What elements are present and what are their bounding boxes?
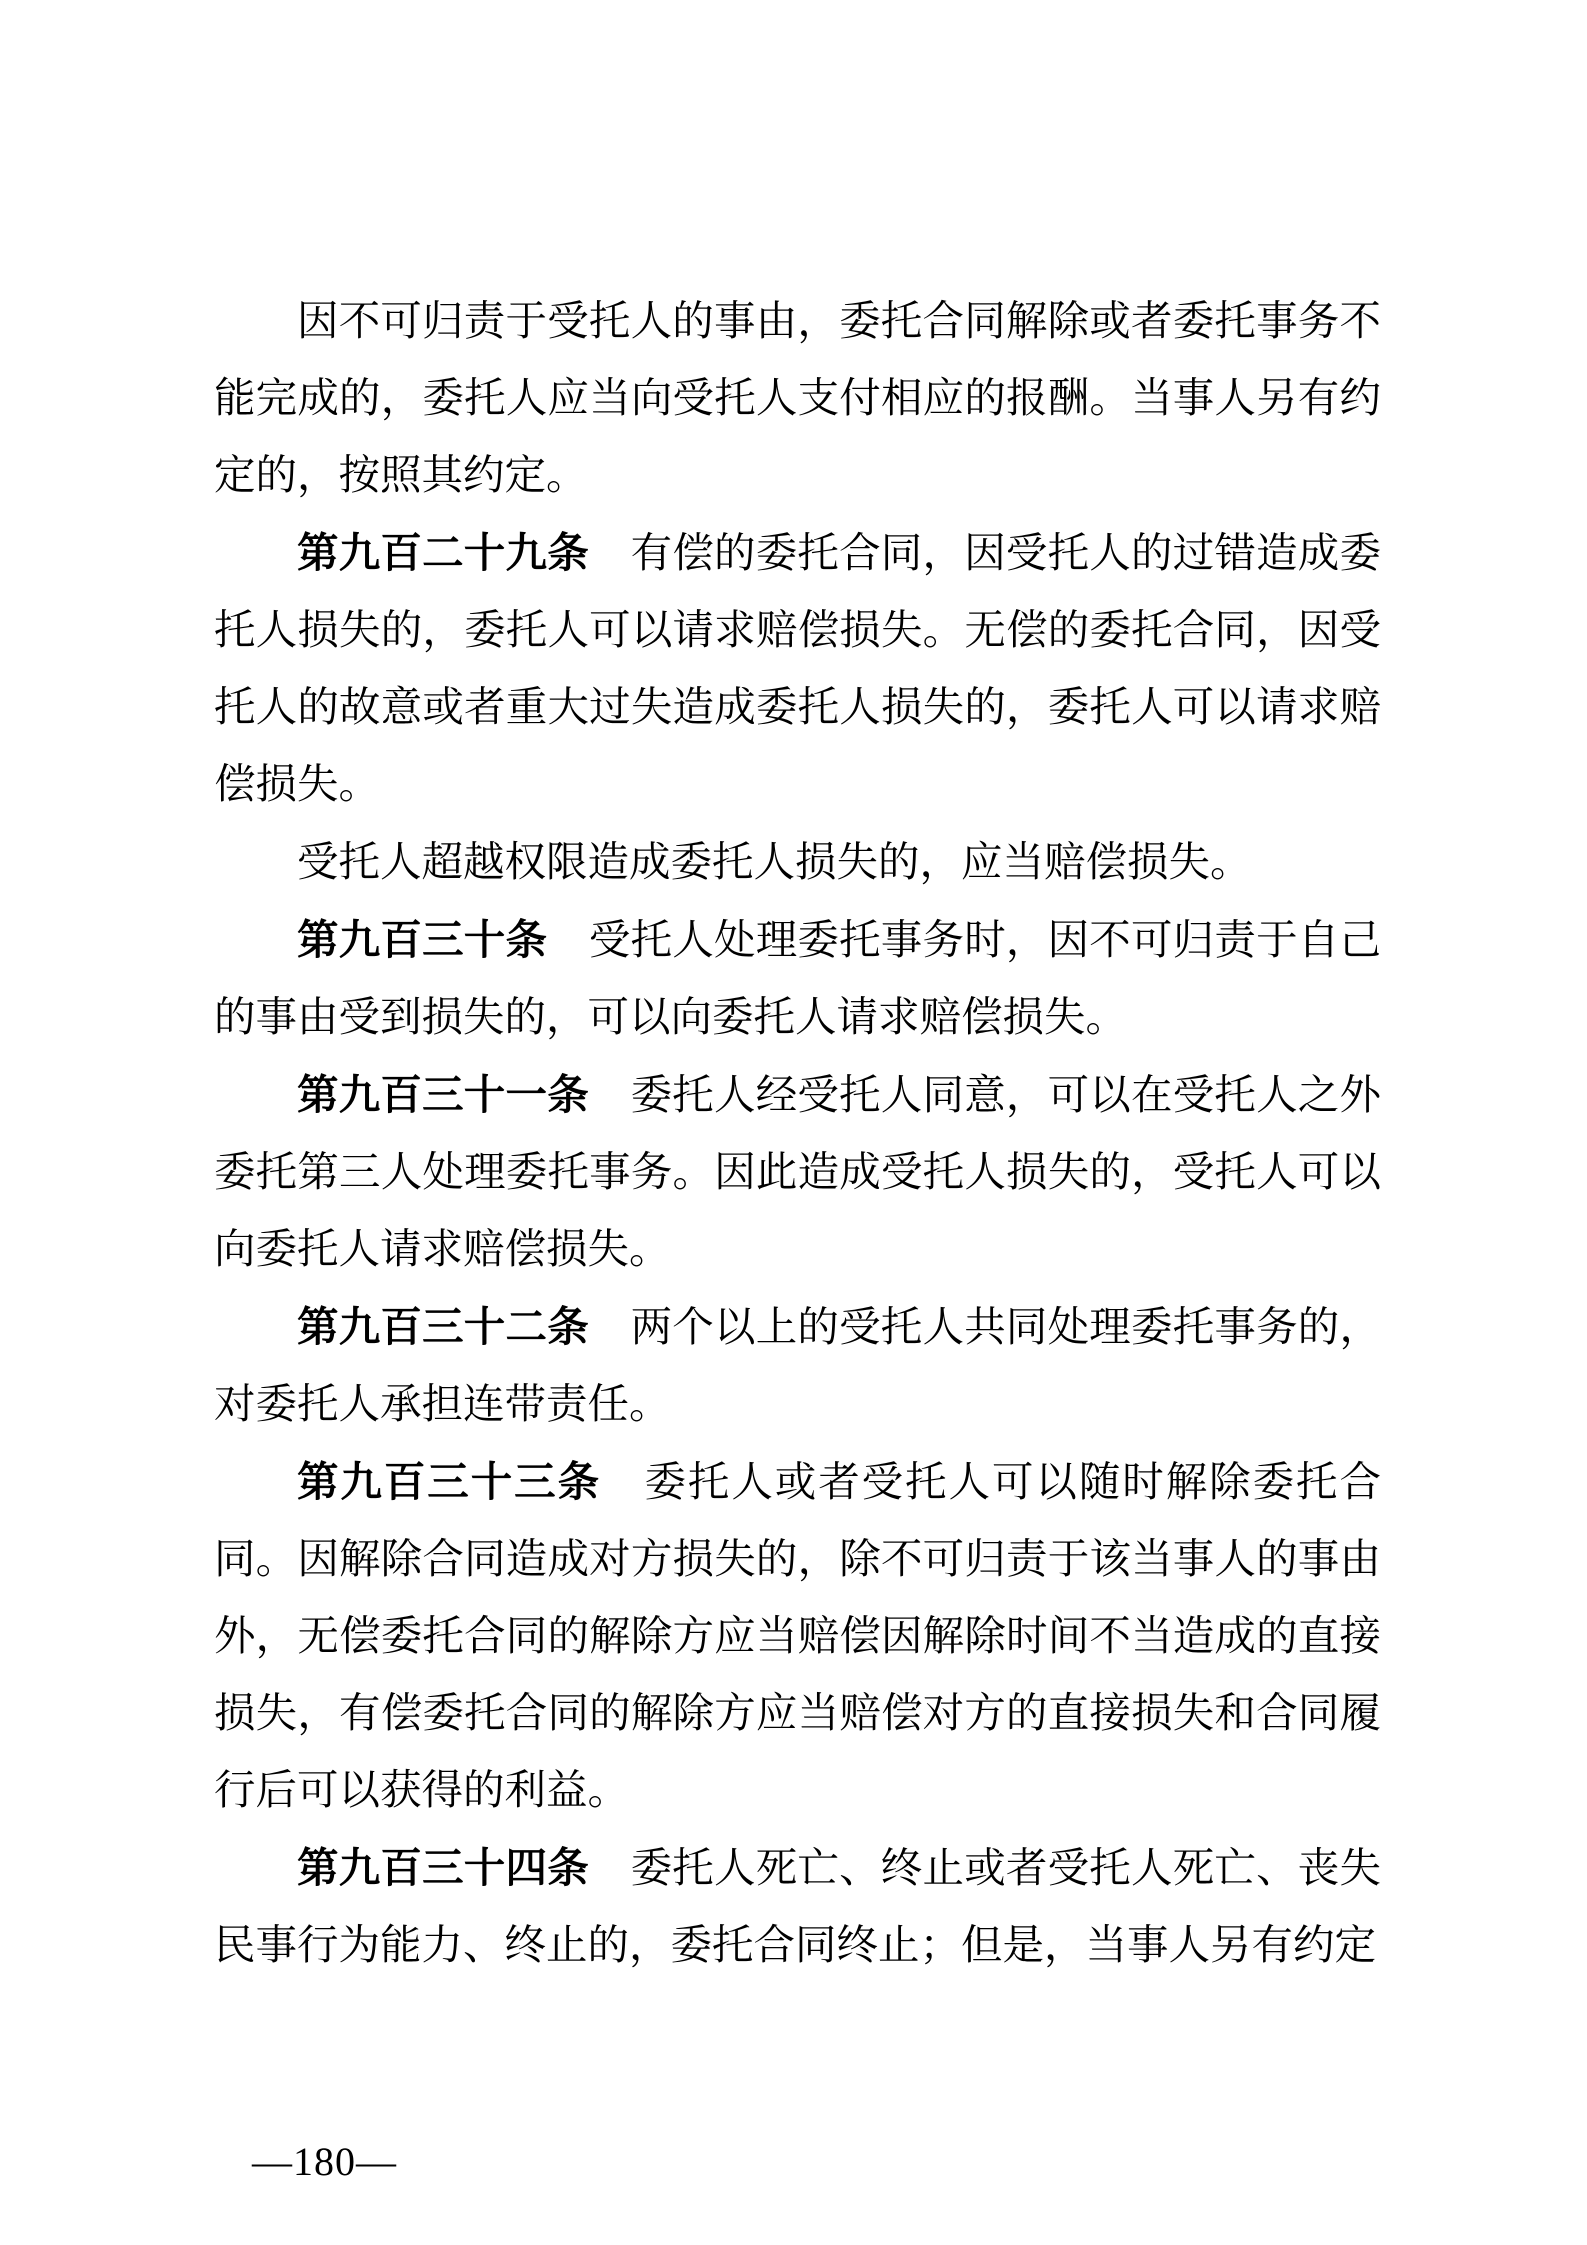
paragraph [214, 282, 1381, 514]
paragraph-text: 委托人或者受托人可以随时解除委托合同。因解除合同造成对方损失的，除不可归责于该当事人的事由外，无偿委托合同的解除方应当赔偿因解除时间不当造成的直接损失，有偿委托合同的解除方应当赔偿对方的直接损失和合同履行后可以获得的利益。 [214, 1459, 1381, 1813]
article-number: 第九百三十条 [297, 916, 548, 963]
page-number: —180— [252, 2139, 397, 2184]
paragraph-text: 受托人超越权限造成委托人损失的，应当赔偿损失。 [297, 839, 1252, 885]
paragraph [214, 1056, 1381, 1288]
article-number: 第九百二十九条 [297, 529, 589, 576]
article-number: 第九百三十一条 [297, 1071, 589, 1118]
paragraph [214, 823, 1381, 901]
article-number: 第九百三十三条 [297, 1458, 602, 1505]
text-body [214, 282, 1381, 1984]
paragraph [214, 1443, 1381, 1829]
article-number: 第九百三十二条 [297, 1303, 589, 1350]
paragraph-text: 委托人经受托人同意，可以在受托人之外委托第三人处理委托事务。因此造成受托人损失的，受托人可以向委托人请求赔偿损失。 [214, 1072, 1381, 1272]
paragraph [214, 1288, 1381, 1443]
paragraph [214, 1829, 1381, 1984]
paragraph [214, 901, 1381, 1056]
paragraph-text: 两个以上的受托人共同处理委托事务的，对委托人承担连带责任。 [214, 1304, 1381, 1427]
paragraph-text: 受托人处理委托事务时，因不可归责于自己的事由受到损失的，可以向委托人请求赔偿损失。 [214, 917, 1381, 1040]
paragraph [214, 514, 1381, 823]
paragraph-text: 委托人死亡、终止或者受托人死亡、丧失民事行为能力、终止的，委托合同终止；但是，当事人另有约定 [214, 1845, 1381, 1968]
paragraph-text: 因不可归责于受托人的事由，委托合同解除或者委托事务不能完成的，委托人应当向受托人支付相应的报酬。当事人另有约定的，按照其约定。 [214, 298, 1381, 498]
paragraph-text: 有偿的委托合同，因受托人的过错造成委托人损失的，委托人可以请求赔偿损失。无偿的委托合同，因受托人的故意或者重大过失造成委托人损失的，委托人可以请求赔偿损失。 [214, 530, 1381, 807]
article-number: 第九百三十四条 [297, 1844, 589, 1891]
